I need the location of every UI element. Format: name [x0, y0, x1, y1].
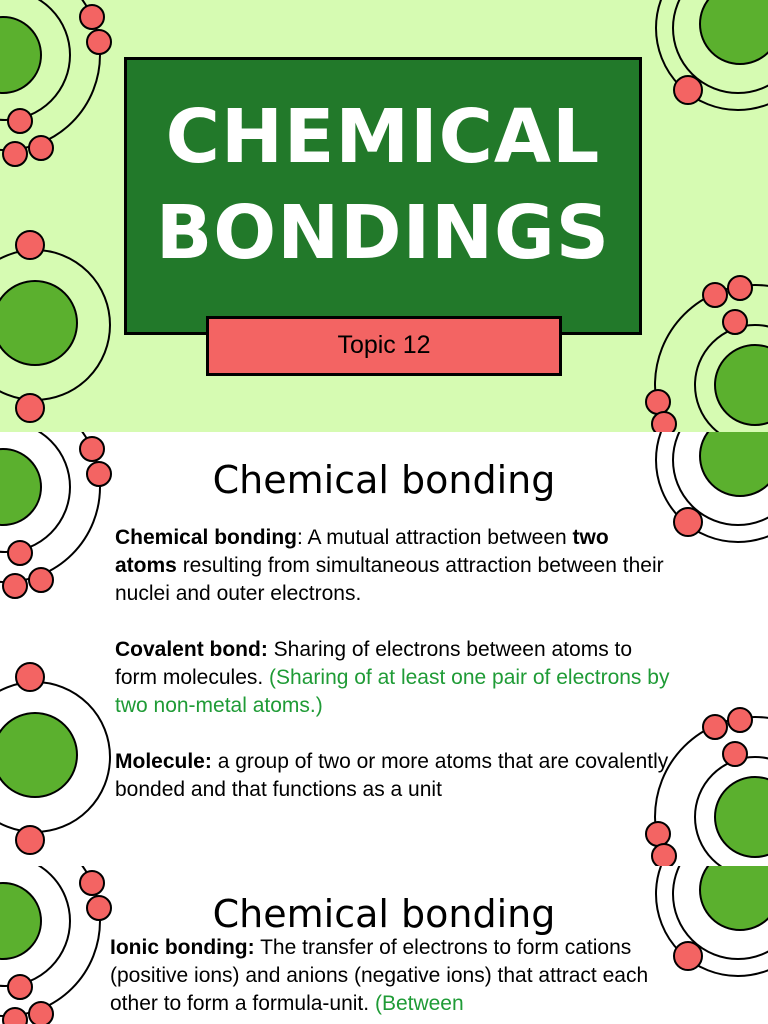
term: Ionic bonding:	[110, 936, 255, 959]
chemical-bonding-definition	[115, 524, 675, 608]
term: Molecule:	[115, 750, 212, 773]
term-emphasis: two atoms	[115, 526, 609, 577]
text: a group of two or more atoms that are covalently bonded and that functions as a unit	[115, 750, 669, 801]
title-line-1: CHEMICAL	[165, 94, 601, 180]
title-line-2: BONDINGS	[155, 190, 611, 276]
note: (Sharing of at least one pair of electrons by two non-metal atoms.)	[115, 666, 670, 717]
text: resulting from simultaneous attraction between their nuclei and outer electrons.	[115, 554, 664, 605]
ionic-bonding-definition	[110, 934, 670, 1018]
term: Chemical bonding	[115, 526, 298, 549]
slide-heading: Chemical bonding	[212, 458, 556, 502]
text: : A mutual attraction between	[297, 526, 573, 549]
note: (Between	[374, 992, 464, 1015]
topic-label: Topic 12	[337, 331, 431, 359]
text: The transfer of electrons to form cations (positive ions) and anions (negative ions) that attract each other to form a formula-unit.	[110, 936, 649, 1015]
term: Covalent bond:	[115, 638, 268, 661]
molecule-definition	[115, 748, 675, 804]
slide-heading: Chemical bonding	[212, 892, 556, 936]
title-slide	[0, 0, 768, 432]
content-slide-1	[0, 432, 768, 866]
content-slide-2	[0, 866, 768, 1024]
covalent-bond-definition	[115, 636, 675, 720]
text: Sharing of electrons between atoms to form molecules.	[115, 638, 633, 689]
